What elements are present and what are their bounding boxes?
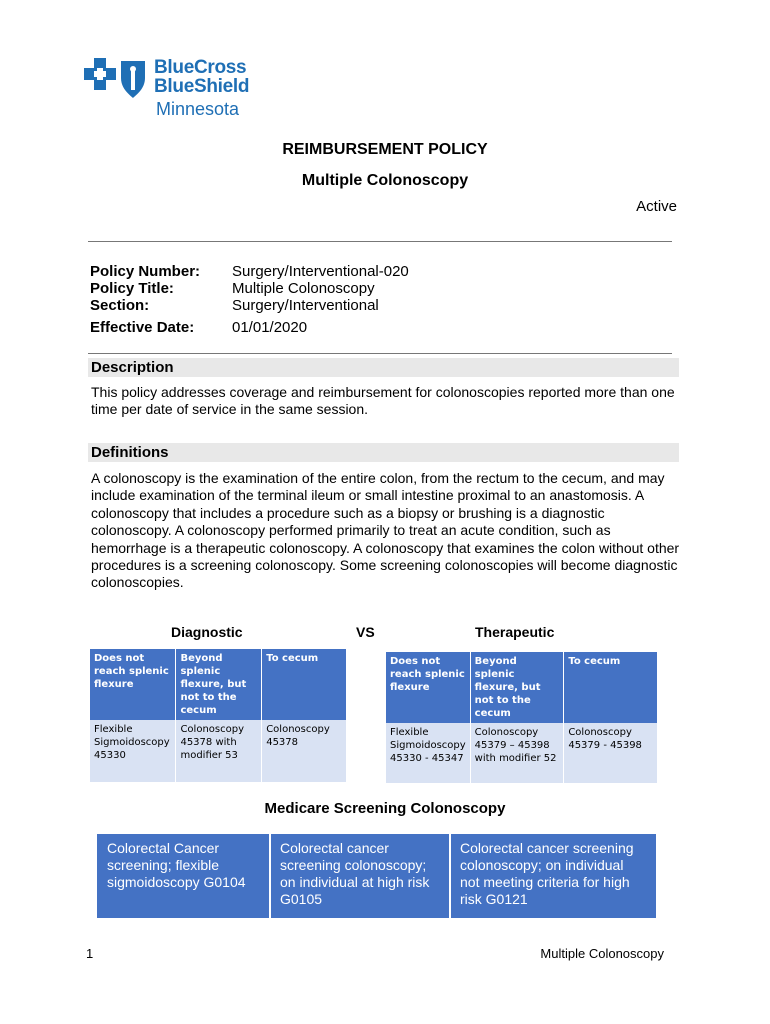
table-cell: Colonoscopy 45378 with modifier 53 <box>176 720 262 782</box>
page-number: 1 <box>86 946 94 961</box>
description-text: This policy addresses coverage and reimbursement for colonoscopies reported more than one time per date of service in the same session. <box>91 384 675 418</box>
table-header-cell: Does not reach splenic flexure <box>90 649 176 720</box>
vs-label: VS <box>356 624 375 640</box>
therapeutic-label: Therapeutic <box>475 624 555 640</box>
divider <box>88 353 672 354</box>
cross-shield-logo-icon <box>84 58 150 102</box>
section-value: Surgery/Interventional <box>232 297 379 314</box>
footer-title: Multiple Colonoscopy <box>540 946 664 961</box>
brand-line-2: BlueShield <box>154 76 250 97</box>
medicare-cell <box>451 834 656 918</box>
definitions-heading: Definitions <box>88 443 679 462</box>
medicare-cell-text: Colorectal Cancer screening; flexible sigmoidoscopy G0104 <box>107 840 246 890</box>
therapeutic-table <box>386 652 658 783</box>
effective-date-label: Effective Date: <box>90 319 195 336</box>
brand-line-3: Minnesota <box>156 99 240 119</box>
table-header-cell: Beyond splenic flexure, but not to the cecum <box>176 649 262 720</box>
table-cell: Colonoscopy 45379 – 45398 with modifier 52 <box>470 723 564 783</box>
brand-line-1: BlueCross <box>154 57 247 78</box>
policy-status: Active <box>636 198 677 215</box>
table-header-cell: To cecum <box>262 649 347 720</box>
company-logo <box>84 56 284 122</box>
medicare-cell-text: Colorectal cancer screening colonoscopy; on individual not meeting criteria for high risk G0121 <box>460 840 634 907</box>
table-header-cell: Beyond splenic flexure, but not to the cecum <box>470 652 564 723</box>
medicare-cell <box>271 834 449 918</box>
document-subtitle: Multiple Colonoscopy <box>301 172 469 189</box>
medicare-title: Medicare Screening Colonoscopy <box>264 800 506 817</box>
medicare-cell <box>97 834 269 918</box>
document-title: REIMBURSEMENT POLICY <box>282 141 488 158</box>
diagnostic-table <box>90 649 347 782</box>
definitions-text: A colonoscopy is the examination of the entire colon, from the rectum to the cecum, and may include examination of the terminal ileum or small intestine proximal to an anastomosis. A colonoscopy that includes a procedure such as a biopsy or brushing is a diagnostic colonoscopy. A colonoscopy performed primarily to treat an acute condition, such as hemorrhage is a therapeutic colonoscopy. A colonoscopy that examines the colon without other procedures is a screening colonoscopy. Some screening colonoscopies will become diagnostic colonoscopies. <box>91 470 680 591</box>
section-label: Section: <box>90 297 150 314</box>
table-header-cell: To cecum <box>564 652 658 723</box>
policy-number-value: Surgery/Interventional-020 <box>232 263 409 280</box>
policy-title-value: Multiple Colonoscopy <box>232 280 375 297</box>
table-cell: Flexible Sigmoidoscopy 45330 - 45347 <box>386 723 470 783</box>
policy-title-label: Policy Title: <box>90 280 174 297</box>
policy-number-label: Policy Number: <box>90 263 201 280</box>
table-cell: Colonoscopy 45379 - 45398 <box>564 723 658 783</box>
table-cell: Flexible Sigmoidoscopy 45330 <box>90 720 176 782</box>
diagnostic-label: Diagnostic <box>171 624 243 640</box>
effective-date-value: 01/01/2020 <box>232 319 308 336</box>
medicare-cell-text: Colorectal cancer screening colonoscopy; on individual at high risk G0105 <box>280 840 430 907</box>
description-heading: Description <box>88 358 679 377</box>
table-cell: Colonoscopy 45378 <box>262 720 347 782</box>
table-header-cell: Does not reach splenic flexure <box>386 652 470 723</box>
divider <box>88 241 672 242</box>
